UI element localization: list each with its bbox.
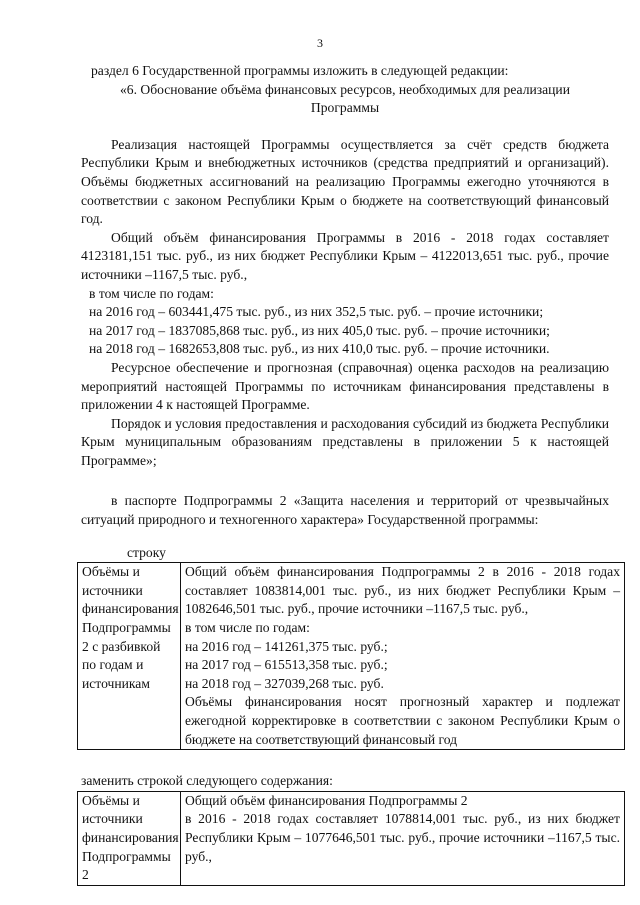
row-label: строку (127, 544, 166, 560)
section-heading-line1: «6. Обоснование объёма финансовых ресурсов, необходимых для реализации (119, 81, 570, 97)
by-years-label: в том числе по годам: (89, 285, 214, 301)
table-old-total: Общий объём финансирования Подпрограммы 2 в 2016 - 2018 годах составляет 1083814,001 тыс. руб., из них бюджет Республики Крым – 1082646,501 тыс. руб., прочие источники –1167,5 тыс. руб., (185, 564, 620, 617)
table-old-by-years: в том числе по годам: (185, 620, 310, 636)
section-instruction: раздел 6 Государственной программы изложить в следующей редакции: (91, 63, 509, 78)
paragraph-subprogram-passport: в паспорте Подпрограммы 2 «Защита населения и территорий от чрезвычайных ситуаций природного и техногенного характера» Государственной программы: (81, 493, 609, 528)
table-old-right-cell (181, 563, 625, 750)
year-2016-line: на 2016 год – 603441,475 тыс. руб., из них 352,5 тыс. руб. – прочие источники; (89, 304, 544, 320)
table-row (78, 563, 625, 750)
table-new-row (77, 791, 625, 886)
table-old-year-2018: на 2018 год – 327039,268 тыс. руб. (185, 675, 384, 691)
table-old-left-cell: Объёмы и источники финансирования Подпрограммы 2 с разбивкой по годам и источникам (78, 563, 181, 750)
table-old-year-2016: на 2016 год – 141261,375 тыс. руб.; (185, 638, 388, 654)
table-new-left-cell: Объёмы и источники финансирования Подпрограммы 2 (78, 791, 181, 885)
table-old-note: Объёмы финансирования носят прогнозный характер и подлежат ежегодной корректировке в соответствии с законом Республики Крым о бюджете на соответствующий финансовый год (185, 694, 620, 747)
section-heading-line2: Программы (310, 100, 380, 116)
paragraph-resource-provision: Ресурсное обеспечение и прогнозная (справочная) оценка расходов на реализацию мероприятий настоящей Программы по источникам финансирования представлены в приложении 4 к настоящей Программе. (81, 359, 609, 413)
paragraph-funding-sources: Реализация настоящей Программы осуществляется за счёт средств бюджета Республики Крым и внебюджетных источников (средства предприятий и организаций). Объёмы бюджетных ассигнований на реализацию Программы ежегодно уточняются в соответствии с законом Республики Крым о бюджете на соответствующий финансовый год. (81, 136, 609, 227)
table-old-row (77, 562, 625, 750)
table-new-line1: Общий объём финансирования Подпрограммы 2 (185, 792, 468, 808)
page-number: 3 (317, 36, 323, 50)
paragraph-total-funding: Общий объём финансирования Программы в 2016 - 2018 годах составляет 4123181,151 тыс. руб., из них бюджет Республики Крым – 4122013,651 тыс. руб., прочие источники –1167,5 тыс. руб., (81, 229, 609, 282)
year-2017-line: на 2017 год – 1837085,868 тыс. руб., из них 405,0 тыс. руб. – прочие источники; (89, 322, 550, 338)
table-row (78, 791, 625, 885)
table-new-right-cell (181, 791, 625, 885)
document-body (81, 62, 620, 886)
year-2018-line: на 2018 год – 1682653,808 тыс. руб., из них 410,0 тыс. руб. – прочие источники. (89, 341, 550, 357)
table-new-line2: в 2016 - 2018 годах составляет 1078814,001 тыс. руб., из них бюджет Республики Крым – 1077646,501 тыс. руб., прочие источники –1167,5 тыс. руб., (185, 811, 620, 864)
paragraph-subsidies: Порядок и условия предоставления и расходования субсидий из бюджета Республики Крым муниципальным образованиям представлены в приложении 5 к настоящей Программе»; (81, 415, 609, 468)
replace-label: заменить строкой следующего содержания: (81, 773, 333, 789)
table-old-year-2017: на 2017 год – 615513,358 тыс. руб.; (185, 657, 388, 673)
